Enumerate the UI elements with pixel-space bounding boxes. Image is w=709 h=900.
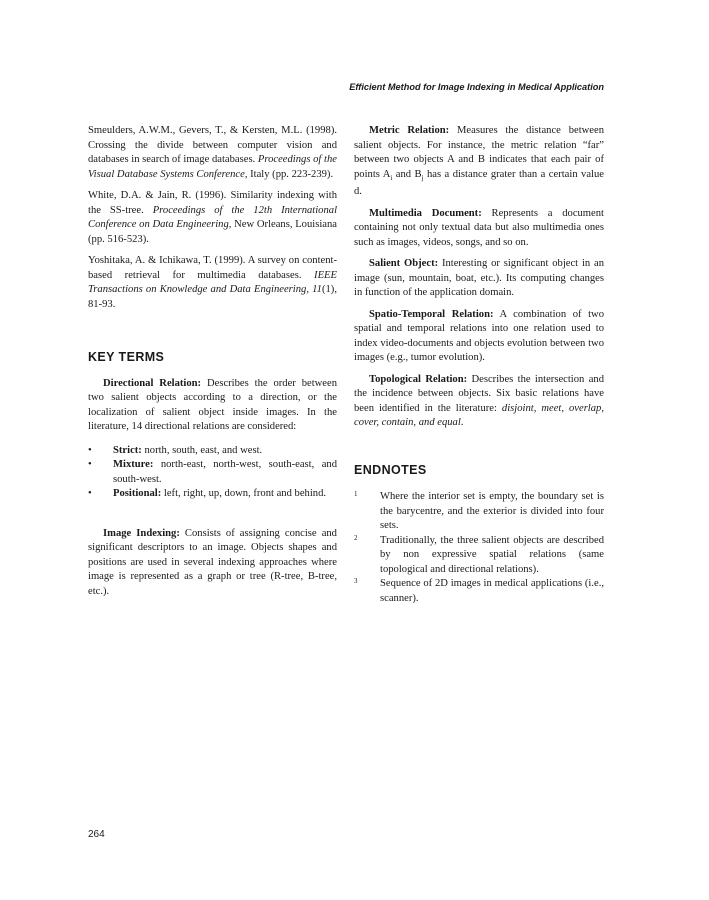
term-topological-relation: Topological Relation: Describes the intersection and the incidence between objects. Six basic relations have been identified in the literature: disjoint, meet, overlap, cover, contain, and equal. (354, 373, 604, 429)
term-metric-relation: Metric Relation: Measures the distance between salient objects. For instance, the metric relation “far” between two objects A and B indicates that each pair of points $A_i$ and $B_j$ has a distance grater than a certain value d. (354, 125, 604, 198)
term-image-indexing: Image Indexing: Consists of assigning concise and significant descriptors to an image. Objects shapes and positions are used in several indexing approaches where image is represented as a graph or tree (R-tree, B-tree, etc.). (88, 527, 337, 597)
list-item: • Strict: north, south, east, and west. (88, 444, 263, 456)
term-salient-object: Salient Object: Interesting or significant object in an image (sun, mountain, boat, etc.). Its computing changes in function of the application domain. (354, 258, 604, 299)
page-number: 264 (88, 829, 105, 840)
term-spatio-temporal-relation: Spatio-Temporal Relation: A combination of two spatial and temporal relations into one relation used to index video-documents and objects evolution between two images (e.g., tumor evolution). (354, 308, 604, 364)
endnote-item: 1 Where the interior set is empty, the boundary set is the barycentre, and the exterior is divided into four sets. (354, 490, 604, 532)
left-column (88, 124, 337, 599)
list-item: • Positional: left, right, up, down, front and behind. (88, 488, 327, 499)
right-column (354, 124, 604, 606)
key-terms-heading: KEY TERMS (88, 350, 165, 364)
reference-entry: White, D.A. & Jain, R. (1996). Similarity indexing with the SS-tree. Proceedings of the 12th International Conference on Data Engineering, New Orleans, Louisiana (pp. 516-523). (88, 190, 338, 245)
endnote-item: 3 Sequence of 2D images in medical applications (i.e., scanner). (354, 577, 604, 604)
endnotes-heading: ENDNOTES (354, 462, 427, 477)
list-item: • Mixture: north-east, north-west, south-east, and south-west. (88, 459, 337, 485)
reference-entry: Yoshitaka, A. & Ichikawa, T. (1999). A survey on content-based retrieval for multimedia databases. IEEE Transactions on Knowledge and Data Engineering, 11(1), 81-93. (88, 255, 337, 310)
running-header: Efficient Method for Image Indexing in Medical Application (349, 82, 604, 92)
reference-entry: Smeulders, A.W.M., Gevers, T., & Kersten, M.L. (1998). Crossing the divide between computer vision and databases in search of image databases. Proceedings of the Visual Database Systems Conference, Italy (pp. 223-239). (88, 125, 337, 180)
term-directional-relation: Directional Relation: Describes the order between two salient objects according to a direction, or the localization of salient object inside images. In the literature, 14 directional relations are considered: (88, 377, 337, 432)
term-multimedia-document: Multimedia Document: Represents a document containing not only textual data but also multimedia ones such as images, videos, songs, and so on. (354, 207, 604, 248)
endnote-item: 2 Traditionally, the three salient objects are described by non expressive spatial relations (same topological and directional relations). (354, 533, 604, 575)
directional-relation-list (88, 444, 337, 502)
endnotes-list (354, 490, 604, 606)
